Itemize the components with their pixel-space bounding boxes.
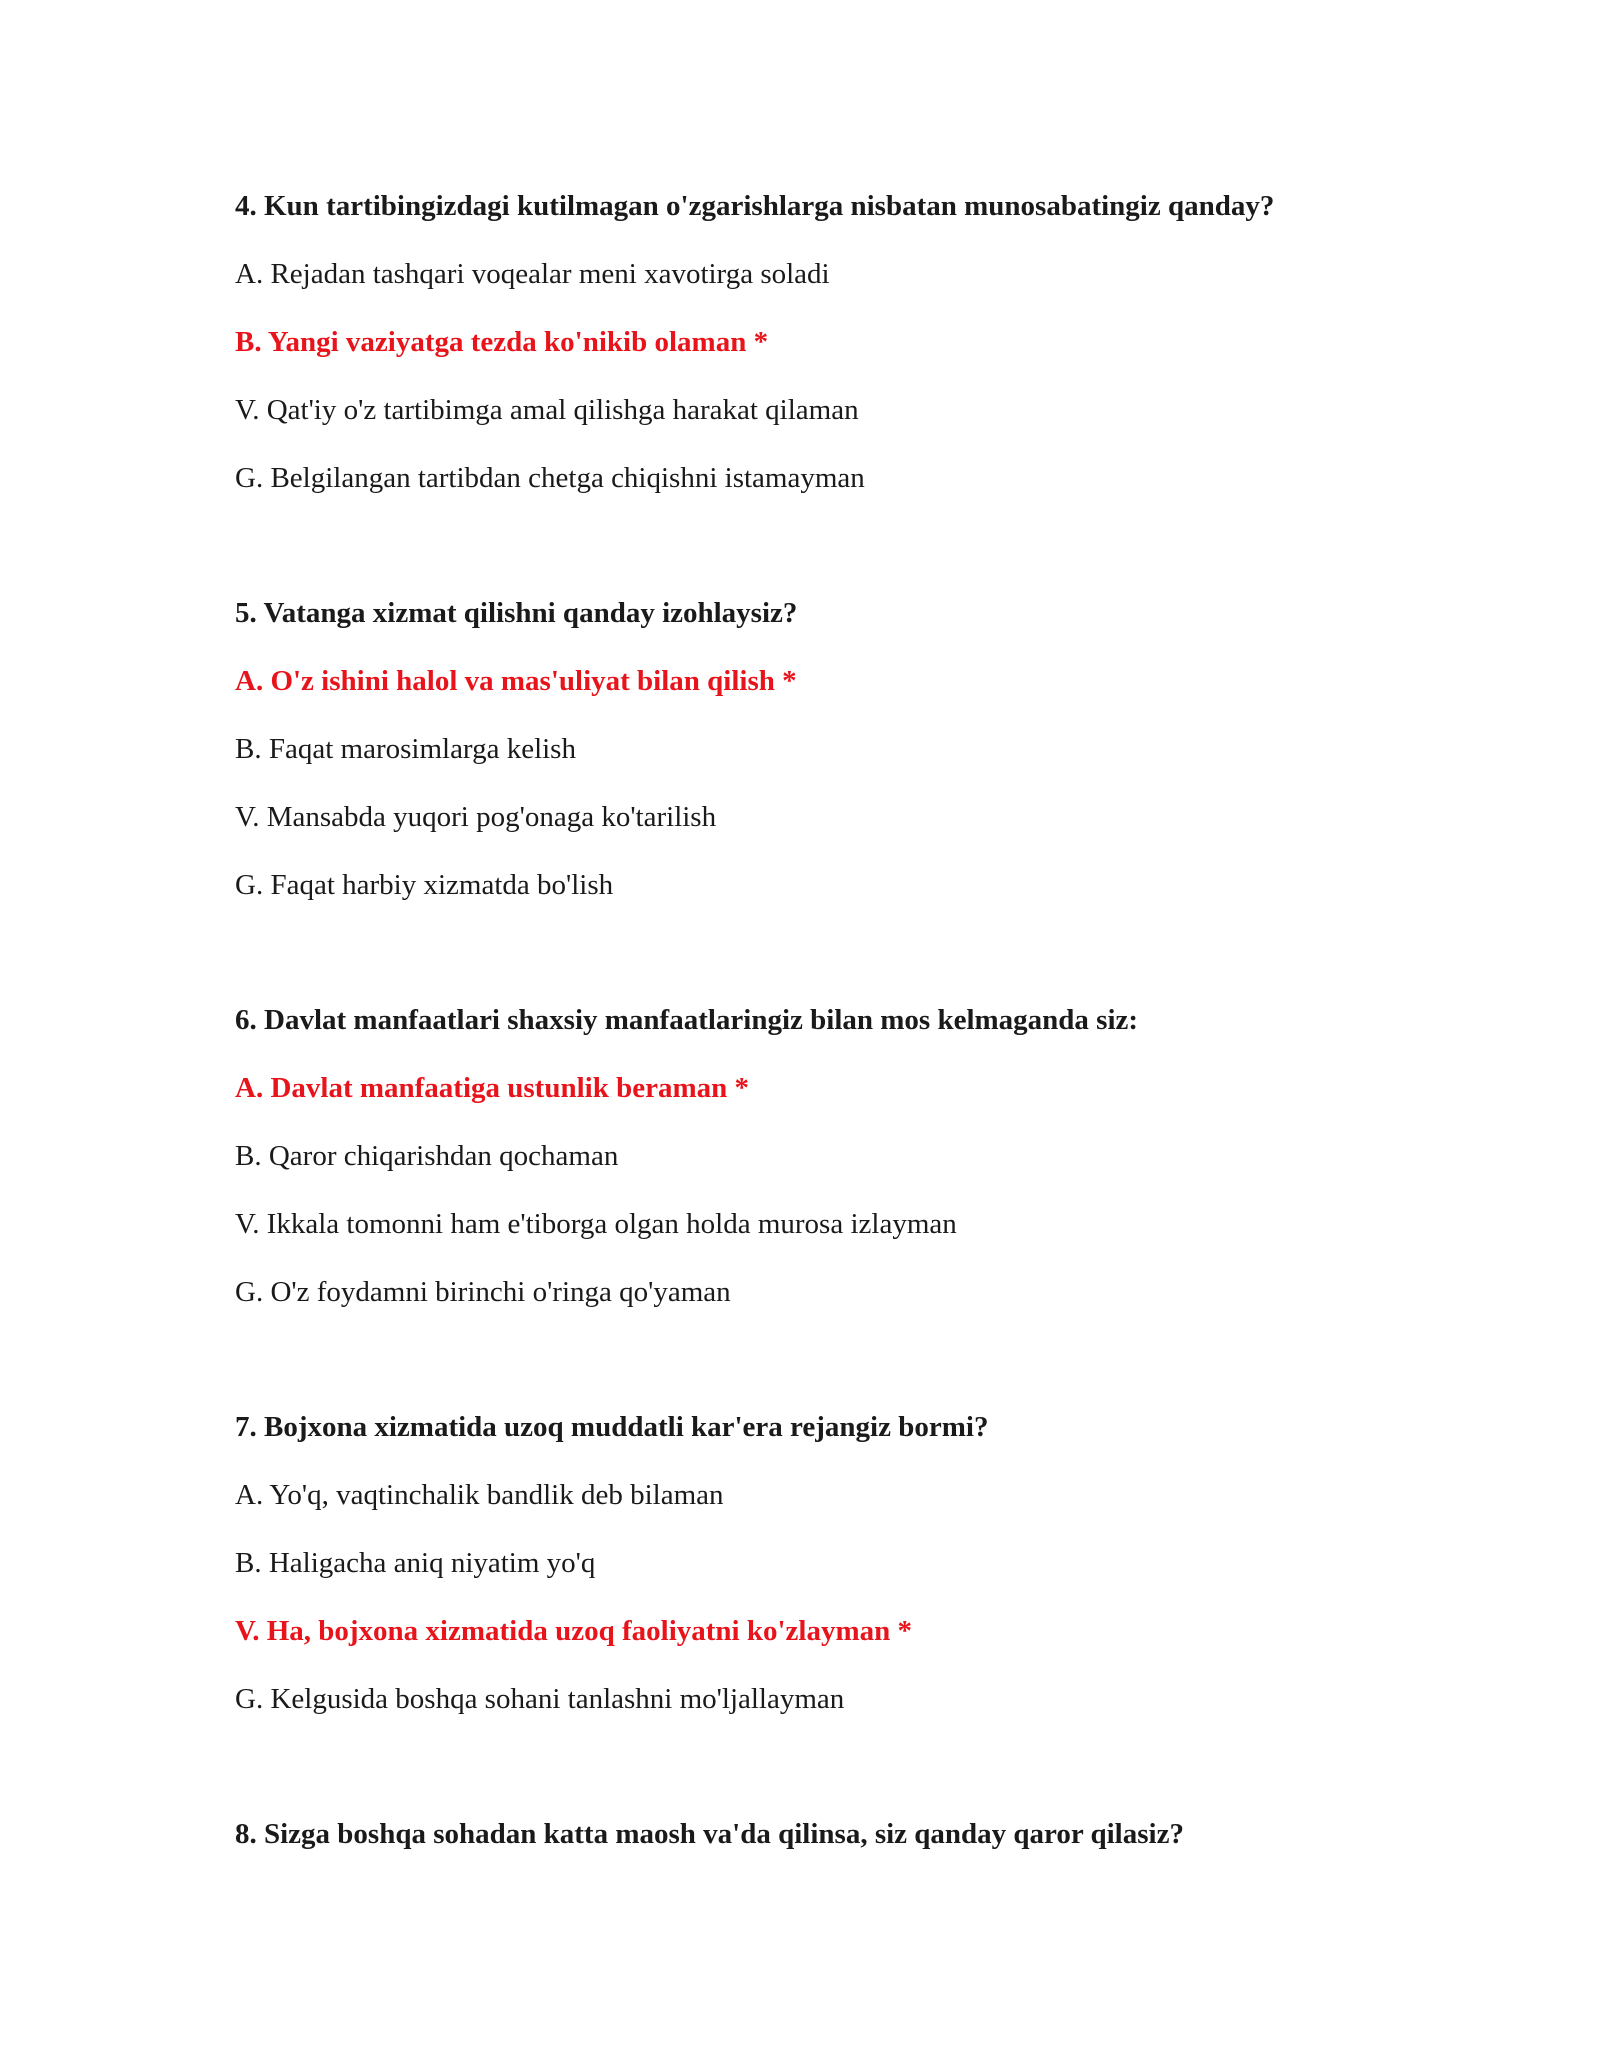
question-4 xyxy=(235,186,1435,498)
spacer xyxy=(235,1340,1435,1407)
option-a-correct: A. Davlat manfaatiga ustunlik beraman * xyxy=(235,1072,749,1104)
spacer xyxy=(235,933,1435,1000)
question-8 xyxy=(235,1814,1435,1854)
option-g: G. Belgilangan tartibdan chetga chiqishni istamayman xyxy=(235,462,865,494)
option-g: G. Faqat harbiy xizmatda bo'lish xyxy=(235,869,614,901)
question-title: 5. Vatanga xizmat qilishni qanday izohlaysiz? xyxy=(235,597,798,629)
question-5 xyxy=(235,593,1435,905)
option-a: A. Yo'q, vaqtinchalik bandlik deb bilaman xyxy=(235,1479,724,1511)
option-a: A. Rejadan tashqari voqealar meni xavotirga soladi xyxy=(235,258,830,290)
option-a-correct: A. O'z ishini halol va mas'uliyat bilan qilish * xyxy=(235,665,797,697)
question-title: 6. Davlat manfaatlari shaxsiy manfaatlaringiz bilan mos kelmaganda siz: xyxy=(235,1004,1139,1036)
option-g: G. O'z foydamni birinchi o'ringa qo'yaman xyxy=(235,1276,731,1308)
option-v-correct: V. Ha, bojxona xizmatida uzoq faoliyatni ko'zlayman * xyxy=(235,1615,912,1647)
option-b: B. Faqat marosimlarga kelish xyxy=(235,733,576,765)
question-6 xyxy=(235,1000,1435,1312)
question-title: 8. Sizga boshqa sohadan katta maosh va'da qilinsa, siz qanday qaror qilasiz? xyxy=(235,1818,1184,1850)
question-7 xyxy=(235,1407,1435,1719)
option-v: V. Mansabda yuqori pog'onaga ko'tarilish xyxy=(235,801,717,833)
option-v: V. Qat'iy o'z tartibimga amal qilishga harakat qilaman xyxy=(235,394,859,426)
option-b: B. Qaror chiqarishdan qochaman xyxy=(235,1140,619,1172)
question-title: 7. Bojxona xizmatida uzoq muddatli kar'era rejangiz bormi? xyxy=(235,1411,989,1443)
spacer xyxy=(235,526,1435,593)
option-g: G. Kelgusida boshqa sohani tanlashni mo'ljallayman xyxy=(235,1683,845,1715)
question-title: 4. Kun tartibingizdagi kutilmagan o'zgarishlarga nisbatan munosabatingiz qanday? xyxy=(235,190,1275,222)
option-v: V. Ikkala tomonni ham e'tiborga olgan holda murosa izlayman xyxy=(235,1208,957,1240)
option-b-correct: B. Yangi vaziyatga tezda ko'nikib olaman * xyxy=(235,326,769,358)
option-b: B. Haligacha aniq niyatim yo'q xyxy=(235,1547,596,1579)
document-page xyxy=(235,186,1435,1882)
spacer xyxy=(235,1747,1435,1814)
